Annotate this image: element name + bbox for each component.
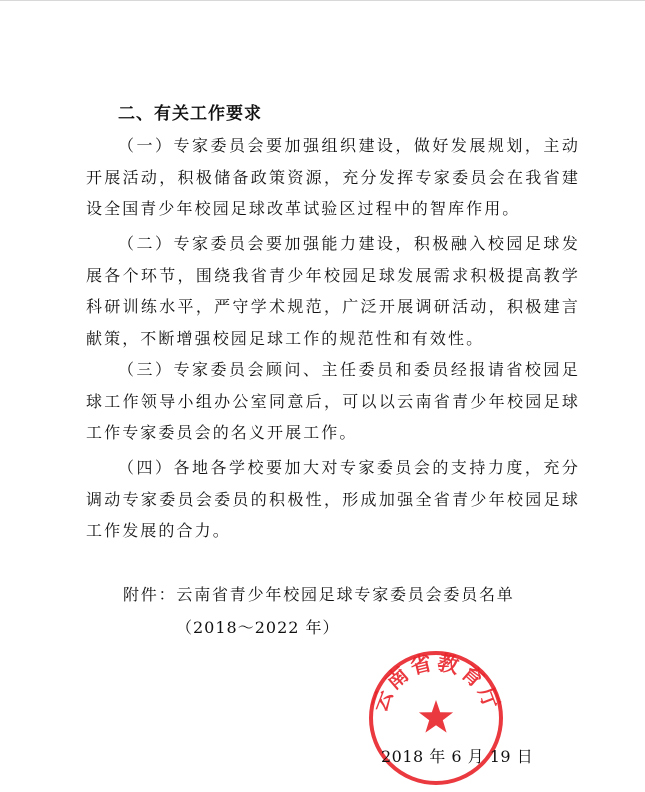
requirement-paragraph-3: （三）专家委员会顾问、主任委员和委员经报请省校园足球工作领导小组办公室同意后，可以以云南省青少年校园足球工作专家委员会的名义开展工作。: [86, 360, 580, 442]
seal-star-icon: [419, 700, 453, 733]
document-date: 2018 年 6 月 19 日: [381, 747, 534, 766]
seal-stamp-icon: [366, 648, 506, 788]
requirement-paragraph-1: （一）专家委员会要加强组织建设，做好发展规划，主动开展活动，积极储备政策资源，充分发挥专家委员会在我省建设全国青少年校园足球改革试验区过程中的智库作用。: [86, 136, 580, 218]
requirement-paragraph-2: （二）专家委员会要加强能力建设，积极融入校园足球发展各个环节，围绕我省青少年校园足球发展需求积极提高教学科研训练水平，严守学术规范，广泛开展调研活动，积极建言献策，不断增强校园足球工作的规范性和有效性。: [86, 234, 580, 348]
section-heading: 二、有关工作要求: [118, 104, 262, 124]
official-seal: [366, 648, 506, 788]
requirement-paragraph-4: （四）各地各学校要加大对专家委员会的支持力度，充分调动专家委员会委员的积极性，形成加强全省青少年校园足球工作发展的合力。: [86, 458, 580, 540]
svg-text:云南省教育厅: 云南省教育厅: [367, 650, 505, 716]
attachment-line: 附件：云南省青少年校园足球专家委员会委员名单: [123, 585, 515, 604]
attachment-years: （2018～2022 年）: [176, 618, 340, 637]
page-top-edge: [0, 0, 645, 1]
